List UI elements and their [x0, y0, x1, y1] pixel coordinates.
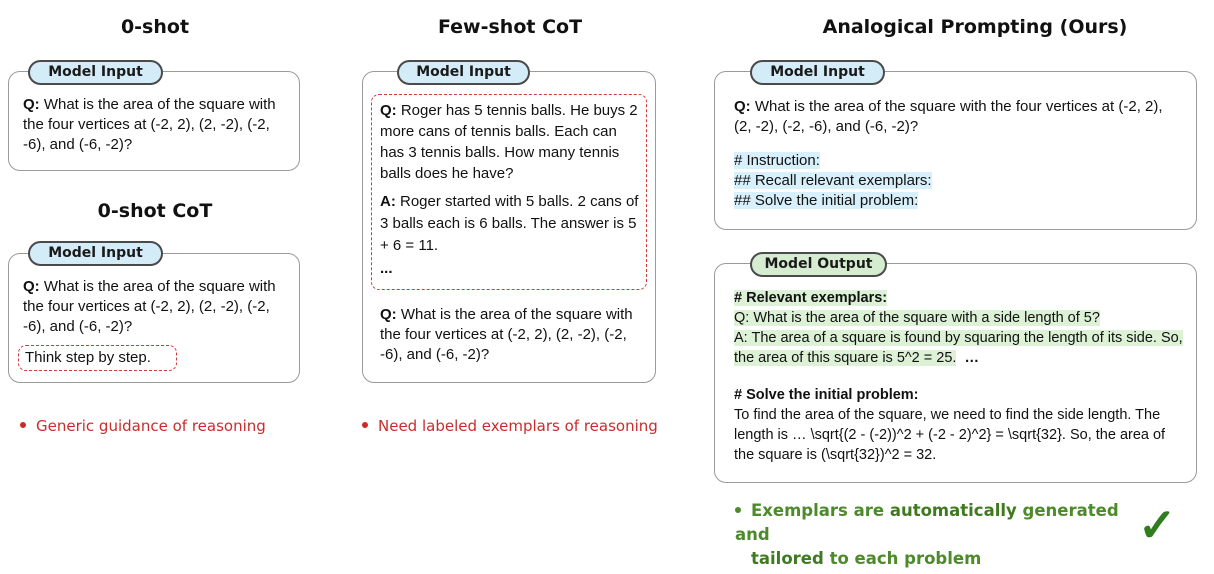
instruction-line-2: ## Recall relevant exemplars:	[734, 172, 932, 189]
instruction-line-3: ## Solve the initial problem:	[734, 192, 919, 209]
solve-problem-text: To find the area of the square, we need to find the side length. The length is … \sqrt{(2 - (-2))^2 + (-2 - 2)^2} = \sqrt{32}. So, the area of the square is (\sqrt{32})^2 = 32.	[734, 407, 1166, 463]
few-shot-exemplar-box	[371, 94, 647, 290]
zero-shot-cot-title: 0-shot CoT	[97, 200, 213, 222]
few-shot-cot-note: Need labeled exemplars of reasoning	[362, 417, 658, 435]
solve-problem-heading: # Solve the initial problem:	[734, 387, 919, 403]
analogical-title: Analogical Prompting (Ours)	[822, 16, 1128, 38]
few-shot-cot-title: Few-shot CoT	[437, 16, 583, 38]
zero-shot-cot-input-box	[8, 253, 300, 383]
zero-shot-question: Q: What is the area of the square with the four vertices at (-2, 2), (2, -2), (-2, -6), and (-6, -2)?	[23, 96, 276, 153]
analogical-output-box	[714, 263, 1197, 483]
relevant-exemplars-heading: # Relevant exemplars:	[734, 290, 888, 306]
checkmark-icon: ✓	[1138, 499, 1177, 551]
relevant-exemplars-block	[734, 288, 1189, 368]
zero-shot-cot-note: Generic guidance of reasoning	[20, 417, 266, 435]
few-shot-ellipsis: ...	[380, 260, 393, 277]
think-step-hint-box	[18, 345, 177, 371]
zero-shot-input-box	[8, 71, 300, 171]
zero-shot-model-input-label: Model Input	[28, 60, 163, 85]
few-shot-exemplar-question: Q: Roger has 5 tennis balls. He buys 2 more cans of tennis balls. Each can has 3 tennis balls. How many tennis balls does he have?	[380, 102, 638, 182]
relevant-exemplar-answer: A: The area of a square is found by squaring the length of its side. So, the area of this square is 5^2 = 25.	[734, 330, 1183, 366]
instruction-block	[734, 151, 1184, 211]
few-shot-model-input-label: Model Input	[397, 60, 530, 85]
analogical-model-output-label: Model Output	[750, 252, 887, 277]
relevant-exemplar-question: Q: What is the area of the square with a side length of 5?	[734, 310, 1100, 326]
few-shot-cot-input-box	[362, 71, 656, 383]
analogical-model-input-label: Model Input	[750, 60, 885, 85]
exemplar-ellipsis: …	[964, 350, 979, 366]
analogical-input-box	[714, 71, 1197, 230]
bullet-icon	[362, 422, 368, 428]
think-step-hint: Think step by step.	[25, 349, 151, 366]
few-shot-question: Q: What is the area of the square with the four vertices at (-2, 2), (2, -2), (-2, -6), and (-6, -2)?	[380, 306, 633, 363]
instruction-line-1: # Instruction:	[734, 152, 820, 169]
analogical-question: Q: What is the area of the square with the four vertices at (-2, 2), (2, -2), (-2, -6), and (-6, -2)?	[734, 98, 1163, 135]
zero-shot-cot-question: Q: What is the area of the square with the four vertices at (-2, 2), (2, -2), (-2, -6), and (-6, -2)?	[23, 278, 276, 335]
solve-problem-block	[734, 385, 1189, 465]
bullet-icon	[735, 507, 741, 513]
analogical-note: Exemplars are automatically generated and tailored to each problem	[735, 501, 1119, 568]
few-shot-exemplar-answer: A: Roger started with 5 balls. 2 cans of 3 balls each is 6 balls. The answer is 5 + 6 = 11.	[380, 193, 639, 254]
bullet-icon	[20, 422, 26, 428]
zero-shot-title: 0-shot	[120, 16, 190, 38]
zero-shot-cot-model-input-label: Model Input	[28, 241, 163, 266]
